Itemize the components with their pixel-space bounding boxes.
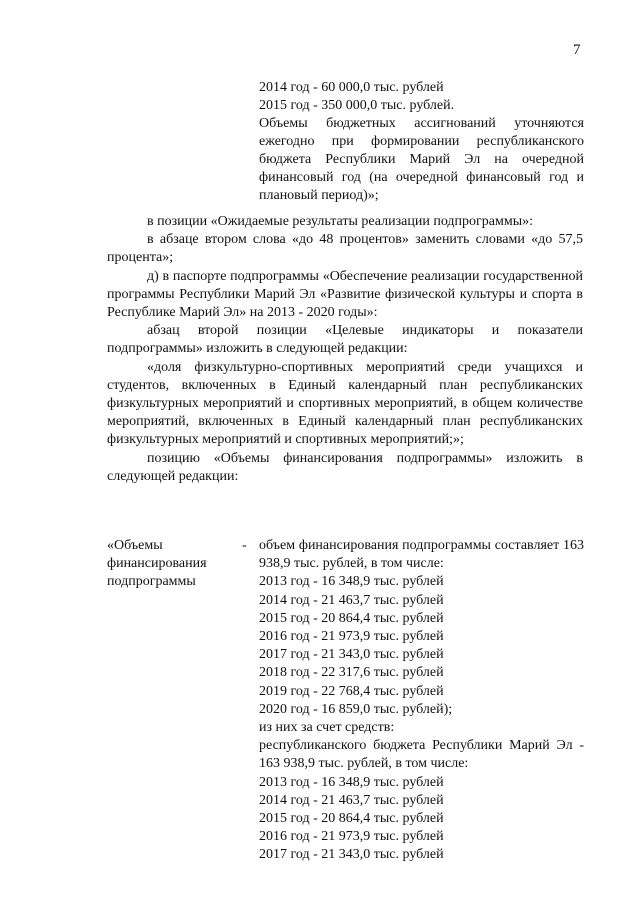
year-line: 2016 год - 21 973,9 тыс. рублей bbox=[259, 629, 444, 645]
paragraph-passport: д) в паспорте подпрограммы «Обеспечение реализации государственной программы Республики Марий Эл «Развитие физической культуры и спорта в Республике Марий Эл» на 2013 - 2020 годы»: bbox=[107, 268, 583, 321]
paragraph-funding-position: позицию «Объемы финансирования подпрограммы» изложить в следующей редакции: bbox=[107, 450, 583, 484]
funding-note: Объемы бюджетных ассигнований уточняются ежегодно при формировании республиканского бюджета Республики Марий Эл на очередной финансовый год (на очередной финансовый год и плановый период)»; bbox=[259, 116, 584, 203]
funding-intro: - объем финансирования подпрограммы составляет 163 938,9 тыс. рублей, в том числе: bbox=[242, 538, 584, 572]
funding-line-2014: 2014 год - 60 000,0 тыс. рублей bbox=[259, 80, 444, 95]
paragraph-quoted-indicator: «доля физкультурно-спортивных мероприятий среди учащихся и студентов, включенных в Единый календарный план республиканских физкультурных мероприятий и спортивных мероприятий, в общем количестве мероприятий, включенных в Единый календарный план республиканских физкультурных мероприятий и спортивных мероприятий;»; bbox=[107, 359, 583, 448]
funding-label: «Объемы финансирования подпрограммы bbox=[107, 538, 207, 590]
year-line: 2014 год - 21 463,7 тыс. рублей bbox=[259, 592, 444, 608]
year-line: 2018 год - 22 317,6 тыс. рублей bbox=[259, 665, 444, 681]
paragraph-indicators: абзац второй позиции «Целевые индикаторы и показатели подпрограммы» изложить в следующей редакции: bbox=[107, 323, 583, 357]
year-line: 2017 год - 21 343,0 тыс. рублей bbox=[259, 647, 444, 663]
paragraph-replace-words: в абзаце втором слова «до 48 процентов» заменить словами «до 57,5 процента»; bbox=[107, 232, 583, 266]
page-number: 7 bbox=[573, 42, 581, 58]
year-line: 2014 год - 21 463,7 тыс. рублей bbox=[259, 792, 444, 808]
budget-line: республиканского бюджета Республики Марий Эл - 163 938,9 тыс. рублей, в том числе: bbox=[259, 738, 584, 772]
year-line: 2019 год - 22 768,4 тыс. рублей bbox=[259, 683, 444, 699]
document-body bbox=[107, 213, 583, 486]
year-line: 2017 год - 21 343,0 тыс. рублей bbox=[259, 847, 444, 863]
funding-values bbox=[242, 537, 584, 865]
funding-continuation bbox=[259, 79, 584, 205]
year-line: 2020 год - 16 859,0 тыс. рублей); bbox=[259, 701, 453, 717]
funding-line-2015: 2015 год - 350 000,0 тыс. рублей. bbox=[259, 98, 455, 113]
funding-dash: - bbox=[242, 538, 247, 553]
year-line: 2015 год - 20 864,4 тыс. рублей bbox=[259, 610, 444, 626]
year-line: 2016 год - 21 973,9 тыс. рублей bbox=[259, 829, 444, 845]
year-line: 2013 год - 16 348,9 тыс. рублей bbox=[259, 574, 444, 590]
paragraph-expected-results: в позиции «Ожидаемые результаты реализации подпрограммы»: bbox=[147, 214, 534, 229]
year-line: 2015 год - 20 864,4 тыс. рублей bbox=[259, 811, 444, 827]
year-line: 2013 год - 16 348,9 тыс. рублей bbox=[259, 774, 444, 790]
from-these-line: из них за счет средств: bbox=[259, 720, 395, 736]
